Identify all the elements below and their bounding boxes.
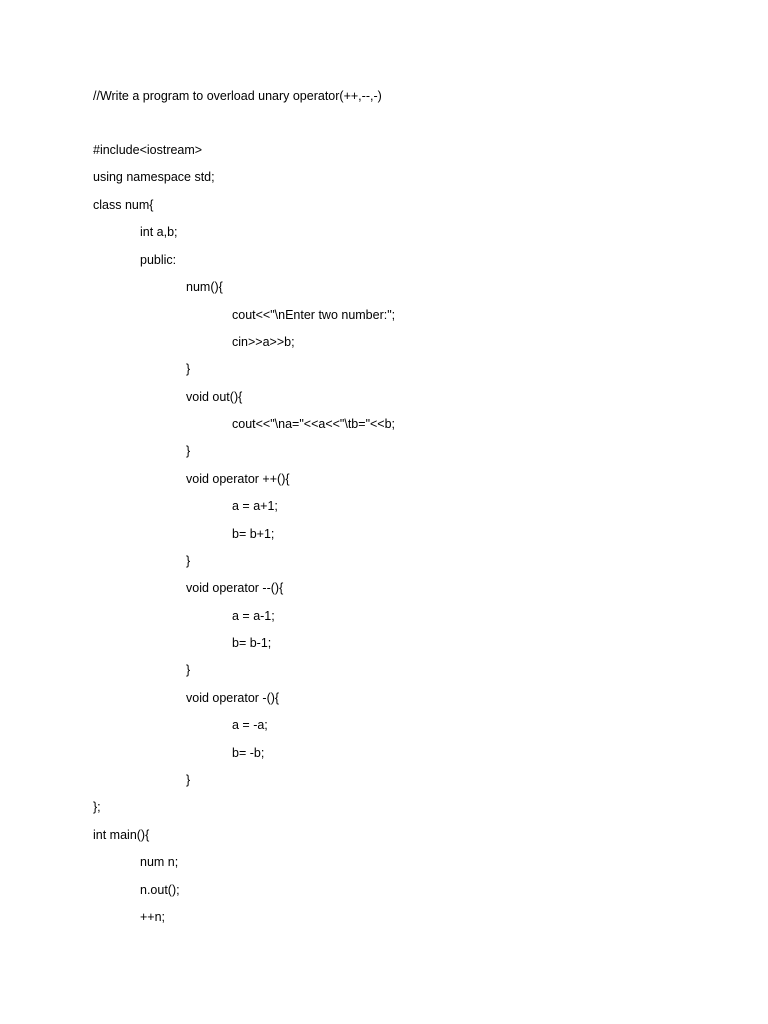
code-line: } xyxy=(186,663,191,677)
code-line: cout<<"\na="<<a<<"\tb="<<b; xyxy=(232,417,396,431)
code-line: num n; xyxy=(140,855,179,869)
code-line: a = -a; xyxy=(232,718,268,732)
code-line: b= -b; xyxy=(232,746,265,760)
code-line: #include<iostream> xyxy=(93,143,203,157)
code-line: public: xyxy=(140,253,177,267)
code-line: using namespace std; xyxy=(93,170,215,184)
code-line: b= b+1; xyxy=(232,527,275,541)
code-line: void operator ++(){ xyxy=(186,472,290,486)
code-line: ++n; xyxy=(140,910,166,924)
comment-line: //Write a program to overload unary operator(++,--,-) xyxy=(93,89,382,103)
code-line: int main(){ xyxy=(93,828,150,842)
code-line: a = a+1; xyxy=(232,499,278,513)
code-line: void operator -(){ xyxy=(186,691,280,705)
code-line: } xyxy=(186,362,191,376)
code-line: cout<<"\nEnter two number:"; xyxy=(232,308,396,322)
code-line: } xyxy=(186,554,191,568)
code-line: b= b-1; xyxy=(232,636,272,650)
code-line: }; xyxy=(93,800,101,814)
code-line: } xyxy=(186,773,191,787)
code-line: void out(){ xyxy=(186,390,243,404)
code-line: class num{ xyxy=(93,198,154,212)
code-line: n.out(); xyxy=(140,883,180,897)
code-line: } xyxy=(186,444,191,458)
code-line: void operator --(){ xyxy=(186,581,284,595)
code-line: cin>>a>>b; xyxy=(232,335,295,349)
code-line: int a,b; xyxy=(140,225,178,239)
code-line: num(){ xyxy=(186,280,223,294)
code-line: a = a-1; xyxy=(232,609,275,623)
